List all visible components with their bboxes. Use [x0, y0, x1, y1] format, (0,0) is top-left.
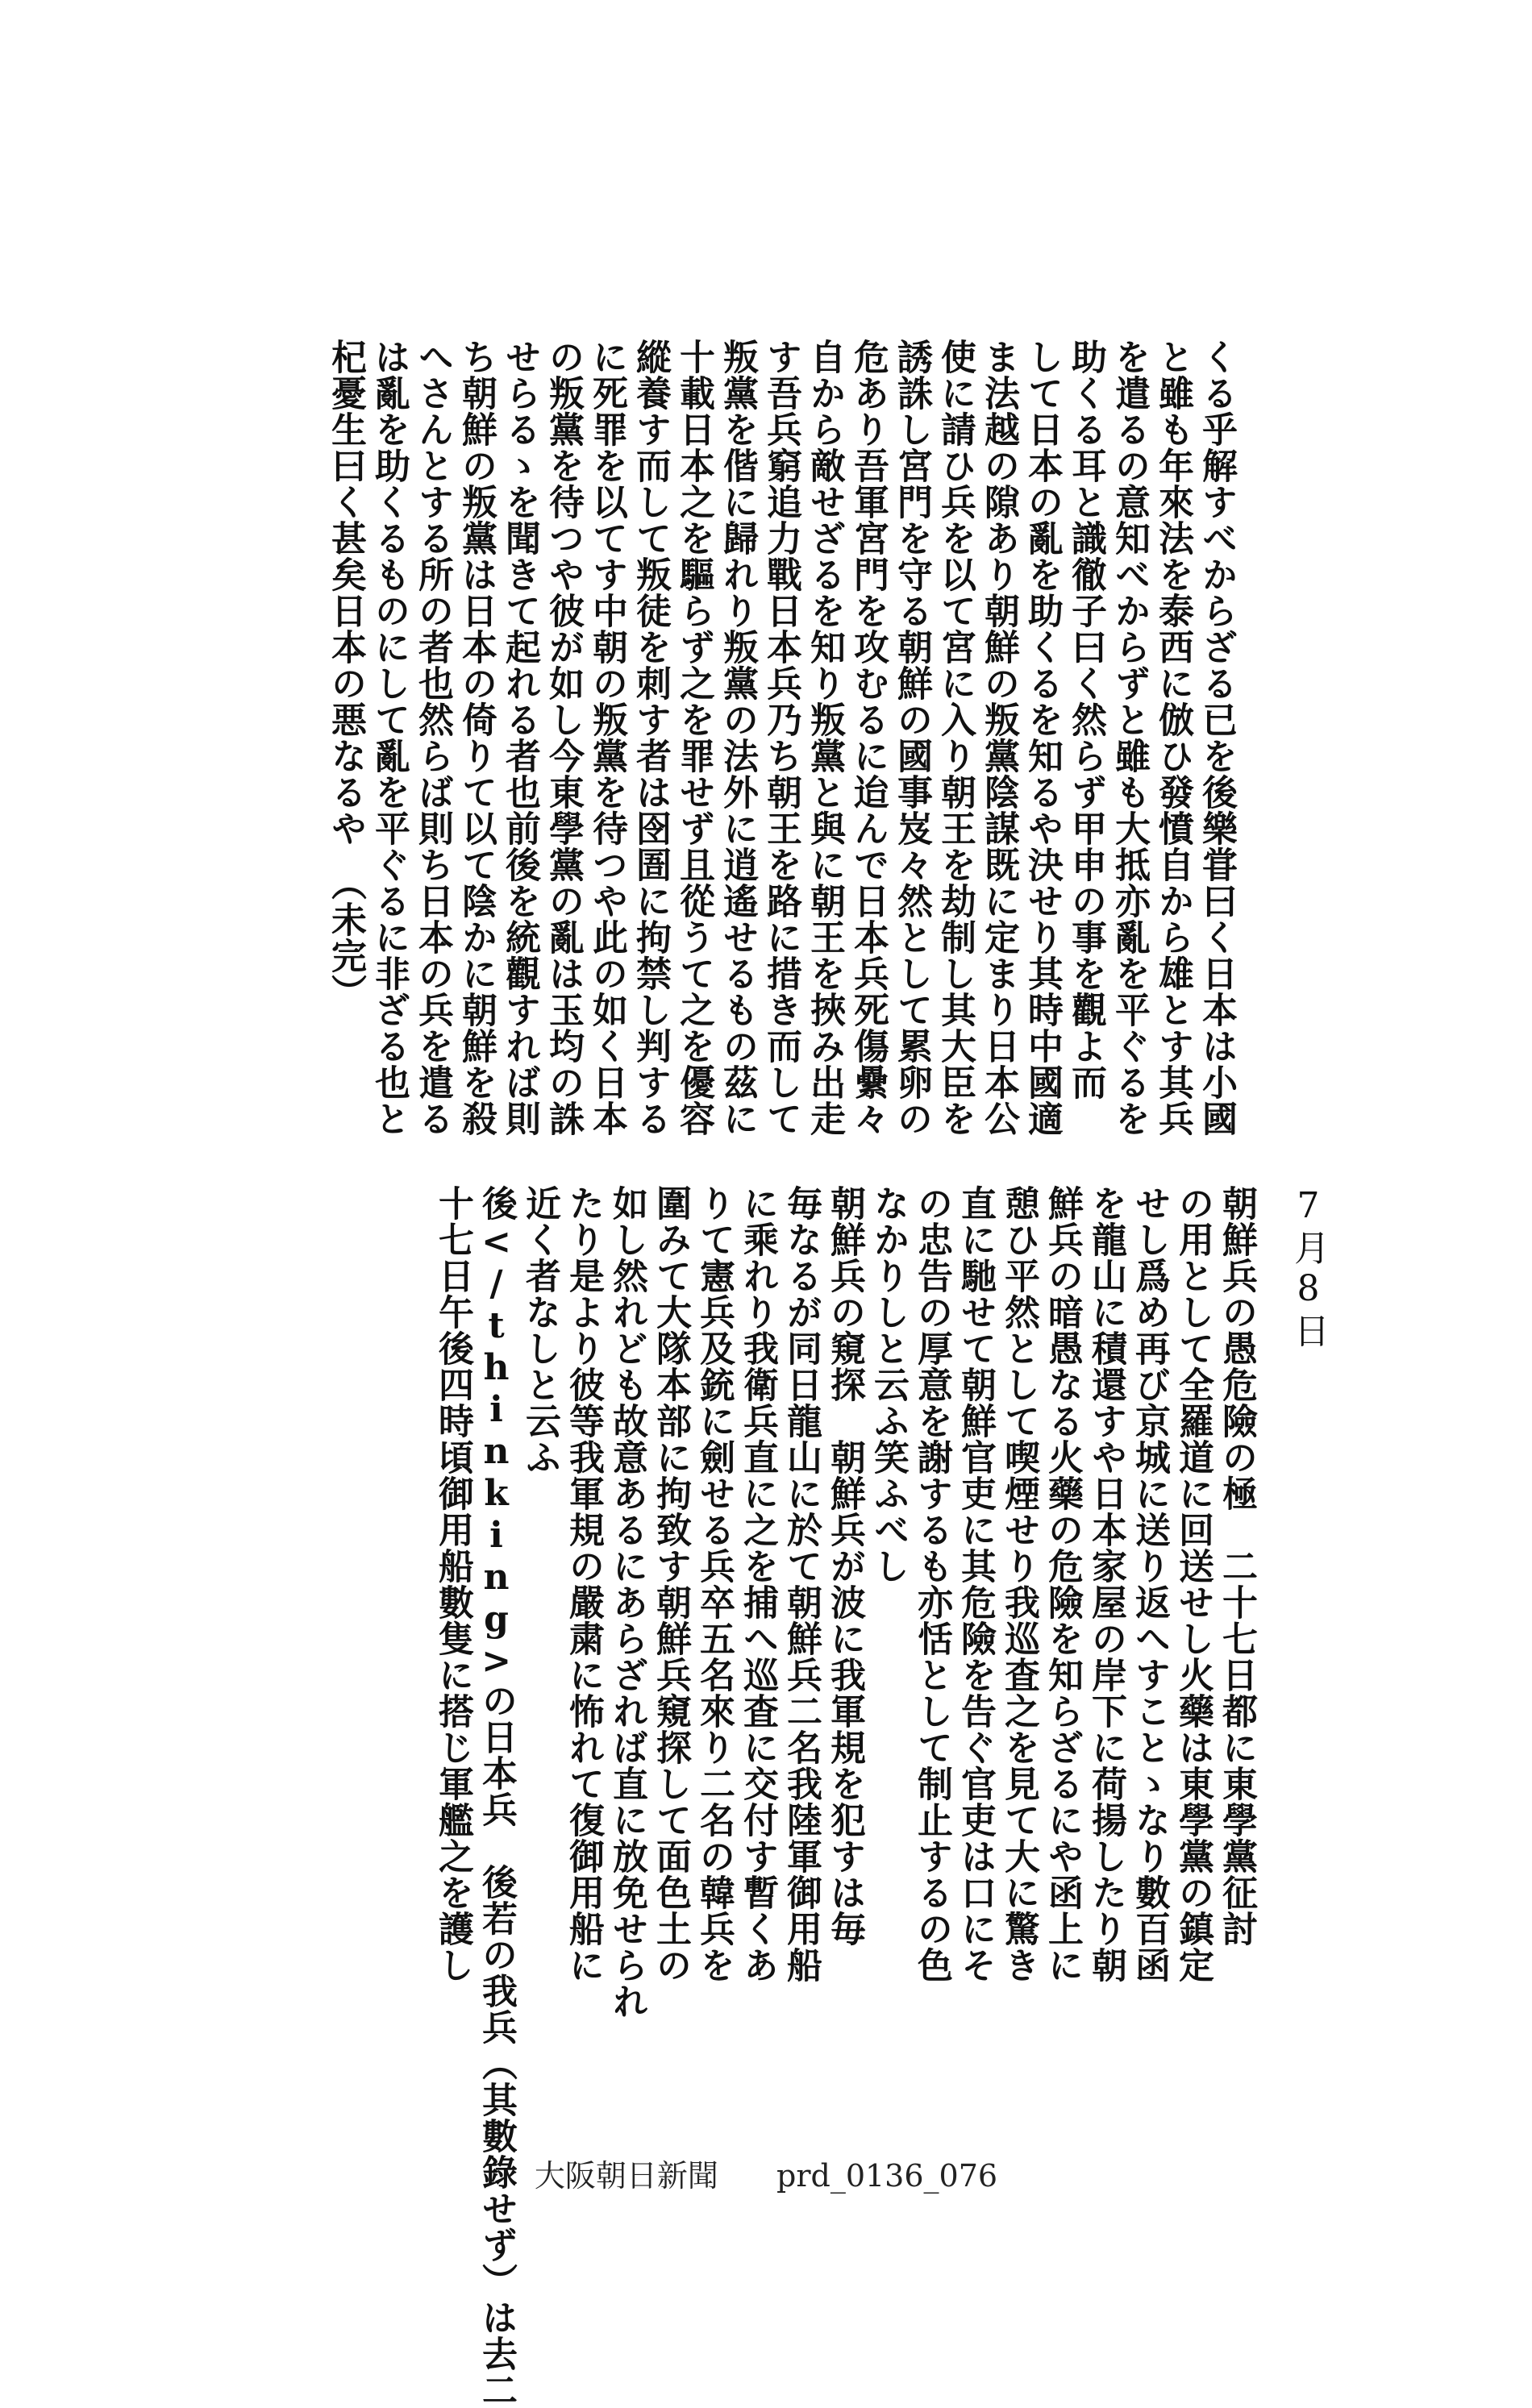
text-column: 如し然れども故意あるにあらざれば直に放免せられ: [606, 1185, 647, 2019]
text-column: す吾兵窮追力戰日本兵乃ち朝王を路に措き而して: [760, 339, 801, 1137]
text-column: ち朝鮮の叛黨は日本の倚りて以て陰かに朝鮮を殺: [456, 339, 497, 1137]
text-column: 憩ひ平然として喫煙せり我巡査之を見て大に驚き: [998, 1185, 1039, 1983]
text-column: 圍みて大隊本部に拘致す朝鮮兵窺探して面色土の: [650, 1185, 691, 1983]
text-column: 毎なるが同日龍山に於て朝鮮兵二名我陸軍御用船: [781, 1185, 822, 1983]
text-column: 十載日本之を驅らず之を罪せず且從うて之を優容: [673, 339, 714, 1137]
text-column: 誘誅し宮門を守る朝鮮の國事岌々然として累卵の: [891, 339, 932, 1137]
text-column: へさんとする所の者也然らば則ち日本の兵を遣る: [412, 339, 453, 1137]
footer: [0, 2151, 1532, 2195]
text-column: して日本の亂を助くるを知るや決せり其時中國適: [1022, 339, 1063, 1137]
text-column: の叛黨を待つや彼が如し今東學黨の亂は玉均の誅: [543, 339, 584, 1137]
text-column: は亂を助くるものにして亂を平ぐるに非ざる也と: [368, 339, 410, 1137]
article-top: [165, 339, 1238, 1145]
text-column: 助くる耳と識徹子曰く然らず甲申の事を觀よ而: [1065, 339, 1106, 1100]
text-column: 使に請ひ兵を以て宮に入り朝王を劫制し其大臣を: [935, 339, 976, 1137]
text-column: と雖も年來法を泰西に倣ひ發憤自から雄とす其兵: [1152, 339, 1193, 1137]
text-column: 朝鮮兵の愚危險の極 二十七日都に東學黨征討: [1216, 1185, 1257, 1947]
text-column: くる乎解すべからざる已を後樂甞曰く日本は小國: [1196, 339, 1237, 1137]
text-column: 叛黨を偕に歸れり叛黨の法外に逍遙せるもの茲に: [717, 339, 758, 1137]
text-column: 近く者なしと云ふ: [519, 1185, 560, 1475]
text-column: 鮮兵の暗愚なる火藥の危險を知らざるにや函上に: [1042, 1185, 1083, 1983]
text-column: りて憲兵及銃に劍せる兵卒五名來り二名の韓兵を: [693, 1185, 735, 1983]
text-column: に乘れり我衛兵直に之を捕へ巡査に交付す暫くあ: [737, 1185, 778, 1983]
text-column: 直に馳せて朝鮮官吏に其危險を告ぐ官吏は口にそ: [955, 1185, 996, 1983]
text-column: を遣るの意知べからずと雖も大抵亦亂を平ぐるを: [1109, 339, 1150, 1137]
text-column: ま法越の隙あり朝鮮の叛黨陰謀既に定まり日本公: [978, 339, 1019, 1137]
text-column: の用として全羅道に回送せし火藥は東學黨の鎮定: [1172, 1185, 1214, 1983]
text-column: 自から敵せざるを知り叛黨と與に朝王を挾み出走: [804, 339, 845, 1137]
text-column: なかりしと云ふ笑ふべし: [868, 1185, 909, 1584]
text-column: の忠告の厚意を謝するも亦恬として制止するの色: [911, 1185, 952, 1983]
text-column: せし爲め再び京城に送り返へすことゝなり數百函: [1129, 1185, 1170, 1983]
text-column: を龍山に積還すや日本家屋の岸下に荷揚したり朝: [1085, 1185, 1126, 1983]
footer-source: 大阪朝日新聞: [534, 2158, 718, 2194]
text-column: たり是より彼等我軍規の嚴粛に怖れて復御用船に: [563, 1185, 604, 1983]
text-column: 縱養す而して叛徒を刺す者は囹圄に拘禁し判する: [630, 339, 671, 1137]
text-column: に死罪を以てす中朝の叛黨を待つや此の如く日本: [586, 339, 627, 1137]
date-label: 7月8日: [1288, 1185, 1329, 1351]
text-column: 十七日午後四時頃御用船數隻に搭じ軍艦之を護し: [432, 1185, 473, 1983]
text-column: せらるゝを聞きて起れる者也前後を統觀すれば則: [499, 339, 540, 1137]
footer-code: prd_0136_076: [776, 2158, 998, 2194]
text-column: 杞憂生曰く甚矣日本の悪なるや （未完）: [325, 339, 366, 1010]
text-column: 後</thinking>の日本兵 後若の我兵（其數錄せず）は去二: [476, 1185, 517, 2408]
text-column: 朝鮮兵の窺探 朝鮮兵が波に我軍規を犯すは毎: [824, 1185, 865, 1947]
text-column: 危あり吾軍宮門を攻むるに迨んで日本兵死傷纍々: [847, 339, 889, 1137]
